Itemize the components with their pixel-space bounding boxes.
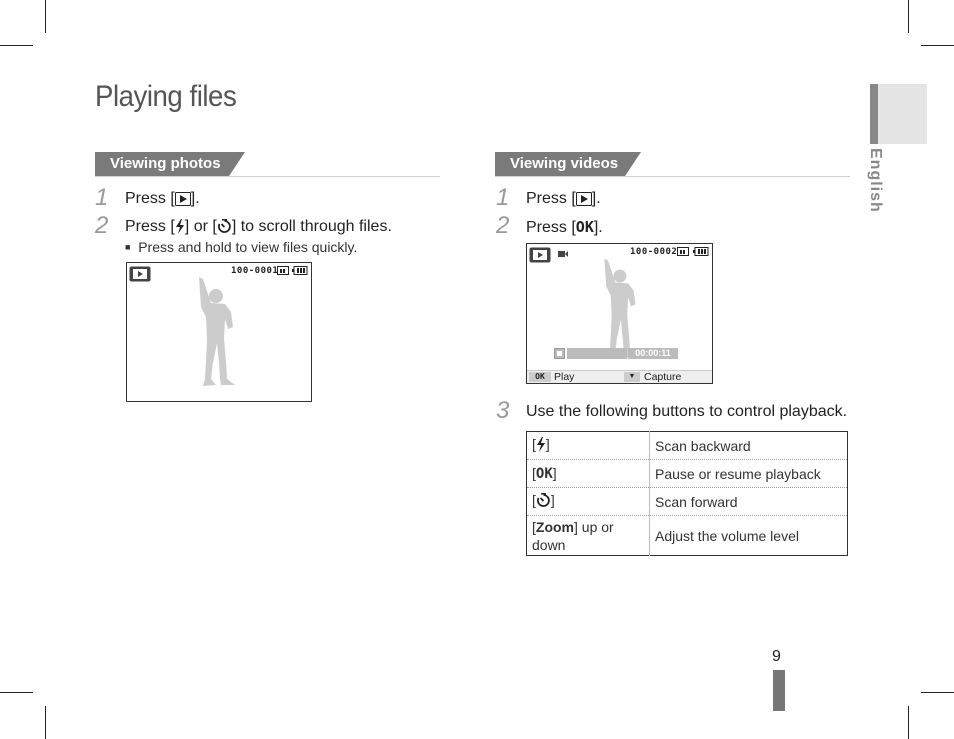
step-text [526, 190, 601, 211]
table-cell-function: Scan backward [650, 432, 848, 460]
battery-icon [292, 266, 308, 275]
table-cell-key: [ ] [527, 432, 650, 460]
step-text-part: Press [ [125, 190, 175, 207]
person-silhouette [597, 258, 641, 362]
play-icon [576, 192, 592, 211]
zoom-key: Zoom [535, 518, 574, 535]
key-text: ] up or down [532, 518, 614, 553]
step-text-part: ]. [593, 219, 603, 236]
page-number: 9 [772, 648, 781, 665]
capture-label: Capture [644, 371, 682, 383]
stop-icon [554, 348, 565, 359]
step-text-part: Press [ [526, 190, 576, 207]
language-tab-marker [870, 84, 878, 144]
table-row [527, 432, 848, 460]
play-label: Play [554, 371, 575, 383]
timer-icon [217, 219, 232, 239]
section-tab-label: Viewing videos [510, 155, 619, 172]
step-number: 2 [95, 212, 109, 239]
section-tab-viewing-videos [495, 152, 625, 176]
language-tab-label: English [867, 148, 884, 213]
section-tab-viewing-photos [95, 152, 229, 176]
file-number: 100-0001 [231, 266, 279, 276]
crop-mark [921, 45, 954, 46]
language-tab-background [870, 84, 927, 144]
section-rule [495, 176, 850, 177]
step-text: Use the following buttons to control playback. [526, 403, 848, 420]
bullet-text: Press and hold to view files quickly. [138, 239, 358, 255]
step-number: 1 [496, 184, 510, 211]
elapsed-time: 00:00:11 [628, 348, 678, 359]
step-number: 3 [496, 397, 510, 424]
table-cell-key: [Zoom] up or down [527, 516, 650, 556]
table-row [527, 516, 848, 556]
playback-mode-icon [529, 247, 551, 263]
crop-mark [45, 0, 46, 33]
crop-mark [0, 692, 33, 693]
step-text-part: ] to scroll through files. [231, 218, 392, 235]
file-number: 100-0002 [630, 247, 678, 257]
video-bottom-bar [527, 370, 712, 383]
flash-icon [175, 219, 185, 239]
page-title: Playing files [95, 80, 237, 113]
camera-screen-photo [126, 262, 312, 402]
crop-mark [0, 45, 33, 46]
battery-icon [693, 247, 709, 256]
ok-key: OK [535, 466, 553, 482]
section-rule [95, 176, 440, 177]
table-row [527, 488, 848, 516]
play-icon [175, 192, 191, 211]
step-text-part: ] or [ [184, 218, 217, 235]
table-cell-function: Scan forward [650, 488, 848, 516]
playback-controls-table [526, 431, 848, 556]
page-number-bar [773, 670, 785, 711]
section-tab-label: Viewing photos [110, 155, 221, 172]
ok-key: OK [575, 218, 594, 236]
table-row [527, 460, 848, 488]
memory-icon [277, 266, 289, 275]
playback-mode-icon [129, 266, 151, 282]
person-silhouette [191, 277, 239, 389]
table-cell-function: Pause or resume playback [650, 460, 848, 488]
table-cell-key: [OK] [527, 460, 650, 488]
step-text-part: Press [ [125, 218, 175, 235]
table-cell-key: [ ] [527, 488, 650, 516]
step-text [125, 190, 200, 211]
bullet-note: ■ Press and hold to view files quickly. [125, 239, 358, 255]
step-text-part: ]. [591, 190, 601, 207]
step-text [526, 218, 603, 237]
playback-progress-bar [567, 348, 627, 359]
step-number: 2 [496, 212, 510, 239]
step-number: 1 [95, 184, 109, 211]
memory-icon [677, 247, 689, 256]
crop-mark [908, 706, 909, 739]
crop-mark [908, 0, 909, 33]
flash-icon [536, 437, 546, 455]
crop-mark [921, 692, 954, 693]
step-text-part: ]. [190, 190, 200, 207]
down-arrow-icon: ▼ [624, 372, 640, 382]
ok-button-badge: OK [529, 372, 551, 382]
timer-icon [536, 493, 551, 511]
step-text [125, 218, 392, 239]
camera-screen-video [526, 243, 713, 384]
video-mode-icon [558, 250, 568, 258]
step-text-part: Press [ [526, 219, 576, 236]
table-cell-function: Adjust the volume level [655, 527, 799, 544]
crop-mark [45, 706, 46, 739]
